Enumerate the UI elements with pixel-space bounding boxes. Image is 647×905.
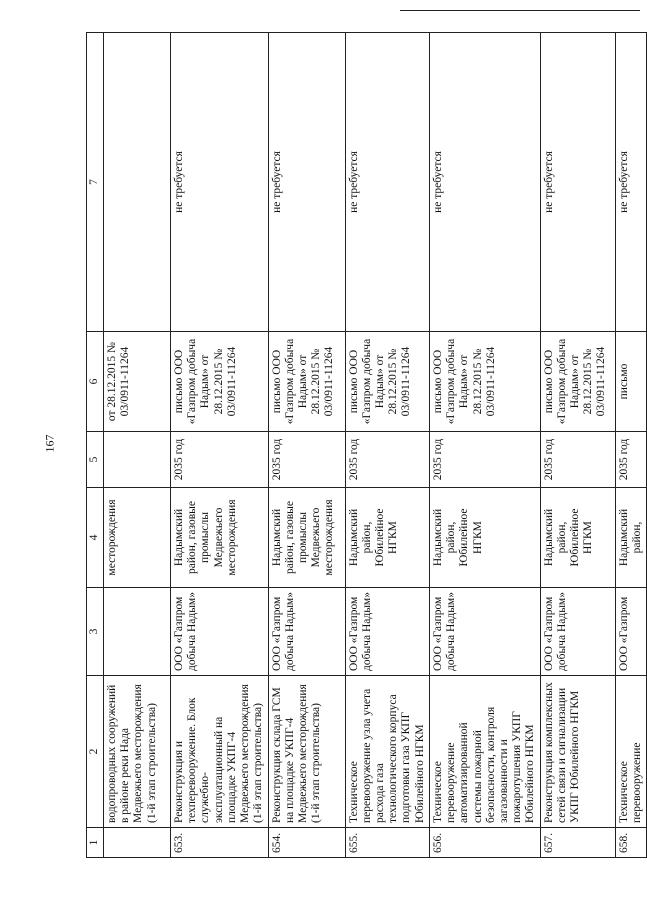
location: Надымский район, газовые промыслы Медвежьего месторождения bbox=[171, 488, 269, 588]
object-name: водопроводных сооружений в районе реки Нада Медвежьего месторождения (1-й этап строительства) bbox=[104, 676, 171, 828]
document-ref: письмо bbox=[615, 332, 646, 432]
row-number: 655. bbox=[345, 828, 429, 858]
requirement: не требуется bbox=[615, 33, 646, 332]
header-cell: 7 bbox=[87, 33, 104, 332]
table-row bbox=[429, 33, 540, 858]
object-name: Техническое перевооружение автоматизированной системы пожарной безопасности, контроля загазованности и пожаротушения УКПГ Юбилейного НГКМ bbox=[429, 676, 540, 828]
document-ref: письмо ООО «Газпром добыча Надым» от 28.12.2015 № 03/0911-11264 bbox=[268, 332, 345, 432]
table-row bbox=[615, 33, 646, 858]
page-number: 167 bbox=[42, 434, 57, 453]
top-rule bbox=[400, 10, 640, 11]
location: Надымский район, Юбилейное НГКМ bbox=[429, 488, 540, 588]
year: 2035 год bbox=[171, 432, 269, 488]
table-row bbox=[345, 33, 429, 858]
row-number: 654. bbox=[268, 828, 345, 858]
organization: ООО «Газпром добыча Надым» bbox=[345, 588, 429, 676]
object-name: Реконструкция склада ГСМ на площадке УКПГ-4 Медвежьего месторождения (1-й этап строительства) bbox=[268, 676, 345, 828]
year: 2035 год bbox=[615, 432, 646, 488]
organization: ООО «Газпром добыча Надым» bbox=[540, 588, 615, 676]
header-cell: 2 bbox=[87, 676, 104, 828]
row-number: 653. bbox=[171, 828, 269, 858]
location: Надымский район, Юбилейное НГКМ bbox=[540, 488, 615, 588]
organization: ООО «Газпром добыча Надым» bbox=[429, 588, 540, 676]
requirement: не требуется bbox=[268, 33, 345, 332]
organization: ООО «Газпром bbox=[615, 588, 646, 676]
document-ref: письмо ООО «Газпром добыча Надым» от 28.12.2015 № 03/0911-11264 bbox=[345, 332, 429, 432]
table-row bbox=[171, 33, 269, 858]
row-number: 657. bbox=[540, 828, 615, 858]
year: 2035 год bbox=[345, 432, 429, 488]
table-row bbox=[104, 33, 171, 858]
location: Надымский район, газовые промыслы Медвежьего месторождения bbox=[268, 488, 345, 588]
document-ref: письмо ООО «Газпром добыча Надым» от 28.12.2015 № 03/0911-11264 bbox=[429, 332, 540, 432]
requirement: не требуется bbox=[429, 33, 540, 332]
header-row bbox=[87, 33, 104, 858]
document-ref: письмо ООО «Газпром добыча Надым» от 28.12.2015 № 03/0911-11264 bbox=[540, 332, 615, 432]
document-table bbox=[86, 32, 647, 858]
document-ref: письмо ООО «Газпром добыча Надым» от 28.12.2015 № 03/0911-11264 bbox=[171, 332, 269, 432]
requirement: не требуется bbox=[171, 33, 269, 332]
object-name: Реконструкция комплексных сетей связи и сигнализации УКПГ Юбилейного НГКМ bbox=[540, 676, 615, 828]
header-cell: 3 bbox=[87, 588, 104, 676]
object-name: Техническое перевооружение узла учета расхода газа технологического корпуса подготовки газа УКПГ Юбилейного НГКМ bbox=[345, 676, 429, 828]
requirement: не требуется bbox=[345, 33, 429, 332]
year: 2035 год bbox=[268, 432, 345, 488]
requirement: не требуется bbox=[540, 33, 615, 332]
year bbox=[104, 432, 171, 488]
object-name: Реконструкция и техперевооружение. Блок служебно-эксплуатационный на площадке УКПГ-4 Медвежьего месторождения (1-й этап строительства) bbox=[171, 676, 269, 828]
row-number bbox=[104, 828, 171, 858]
header-cell: 4 bbox=[87, 488, 104, 588]
organization: ООО «Газпром добыча Надым» bbox=[268, 588, 345, 676]
location: Надымский район, bbox=[615, 488, 646, 588]
row-number: 656. bbox=[429, 828, 540, 858]
header-cell: 6 bbox=[87, 332, 104, 432]
table-row bbox=[268, 33, 345, 858]
header-cell: 1 bbox=[87, 828, 104, 858]
header-cell: 5 bbox=[87, 432, 104, 488]
location: Надымский район, Юбилейное НГКМ bbox=[345, 488, 429, 588]
year: 2035 год bbox=[540, 432, 615, 488]
year: 2035 год bbox=[429, 432, 540, 488]
object-name: Техническое перевооружение bbox=[615, 676, 646, 828]
requirement bbox=[104, 33, 171, 332]
location: месторождения bbox=[104, 488, 171, 588]
rotated-table-wrapper bbox=[86, 32, 643, 858]
table-row bbox=[540, 33, 615, 858]
organization: ООО «Газпром добыча Надым» bbox=[171, 588, 269, 676]
organization bbox=[104, 588, 171, 676]
document-ref: от 28.12.2015 № 03/0911-11264 bbox=[104, 332, 171, 432]
row-number: 658. bbox=[615, 828, 646, 858]
